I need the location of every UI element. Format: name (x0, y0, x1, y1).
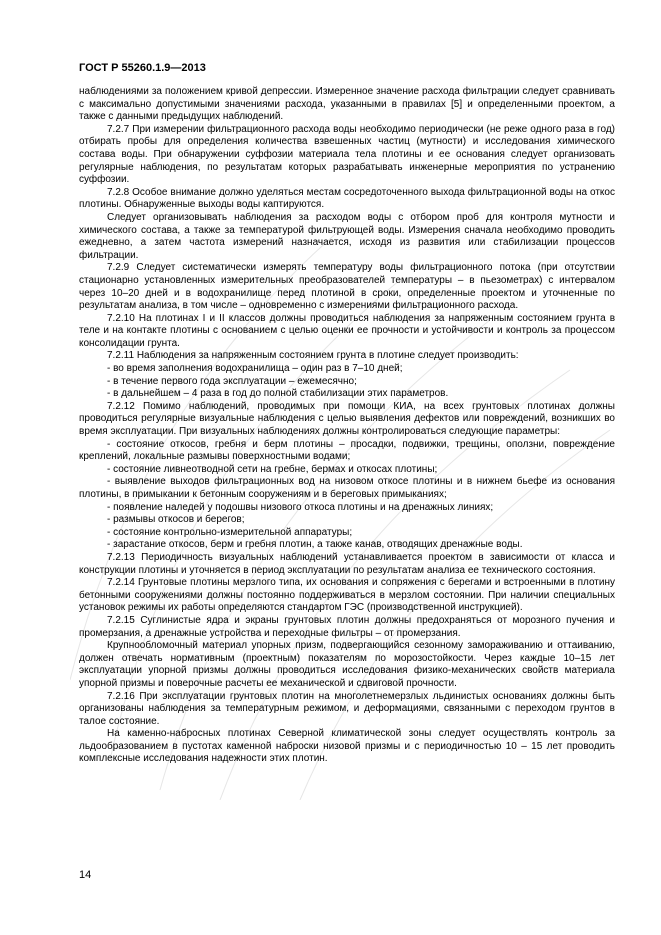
paragraph-7-2-7: 7.2.7 При измерении фильтрационного расхода воды необходимо периодически (не реже одного раза в год) отбирать пробы для определения количества взвешенных частиц (мутности) и исследования химического состава воды. При обнаружении суффозии материала тела плотины и ее основания следует организовать регулярные наблюдения, по результатам которых разрабатывать инженерные мероприятия по устранению суффозии. (79, 123, 615, 186)
paragraph-7-2-9: 7.2.9 Следует систематически измерять температуру воды фильтрационного потока (при отсутствии стационарно установленных измерительных преобразователей температуры – в пьезометрах) с интервалом через 10–20 дней и в водохранилище перед плотиной в сроки, определенные проектом и уточненные по результатам анализа, в том числе – одновременно с измерениями фильтрационного расхода. (79, 262, 615, 312)
paragraph-7-2-13: 7.2.13 Периодичность визуальных наблюдений устанавливается проектом в зависимости от класса и конструкции плотины и уточняется в период эксплуатации по результатам анализа ее технического состояния. (79, 551, 615, 576)
paragraph-7-2-11: 7.2.11 Наблюдения за напряженным состоянием грунта в плотине следует производить: (107, 350, 519, 362)
document-body (79, 86, 615, 766)
list-item: - во время заполнения водохранилища – один раз в 7–10 дней; (107, 363, 403, 375)
paragraph-7-2-10: 7.2.10 На плотинах I и II классов должны проводиться наблюдения за напряженным состоянием грунта в теле и на контакте плотины с основанием с целью оценки ее прочности и устойчивости и контроль за процессом консолидации грунта. (79, 312, 615, 349)
paragraph-7-2-14: 7.2.14 Грунтовые плотины мерзлого типа, их основания и сопряжения с берегами и встроенными в плотину бетонными сооружениями должны постоянно поддерживаться в мерзлом состоянии. При наличии специальных установок режимы их работы определяются стандартом ГЭС (производственной инструкцией). (79, 577, 615, 614)
list-item: - в течение первого года эксплуатации – ежемесячно; (107, 375, 357, 387)
list-item: - состояние контрольно-измерительной аппаратуры; (107, 526, 353, 538)
document-header: ГОСТ Р 55260.1.9—2013 (79, 62, 206, 74)
paragraph-7-2-16: 7.2.16 При эксплуатации грунтовых плотин на многолетнемерзлых льдинистых основаниях должны быть организованы наблюдения за температурным режимом, и деформациями, связанными с переходом грунтов в талое состояние. (79, 690, 615, 727)
list-item: - состояние откосов, гребня и берм плотины – просадки, подвижки, трещины, оползни, повреждение креплений, локальные размывы поверхностными водами; (79, 438, 615, 463)
paragraph-frost-resistance: Крупнообломочный материал упорных призм, подвергающийся сезонному замораживанию и оттаиванию, должен отвечать нормативным (проектным) показателям по морозостойкости. Через каждые 10–15 лет эксплуатации упорной призмы должны проводиться исследования физико-механических свойств материала упорной призмы и поверочные расчеты ее механической и сдвиговой прочности. (79, 640, 615, 689)
paragraph-rockfill-dams: На каменно-набросных плотинах Северной климатической зоны следует осуществлять контроль за льдообразованием в пустотах каменной наброски низовой призмы и с периодичностью 10 – 15 лет проводить комплексные исследования надежности этих плотин. (79, 728, 615, 765)
list-item: - размывы откосов и берегов; (107, 514, 245, 526)
page-number: 14 (79, 869, 92, 881)
paragraph-7-2-8: 7.2.8 Особое внимание должно уделяться местам сосредоточенного выхода фильтрационной воды на откос плотины. Обнаруженные выходы воды каптируются. (79, 186, 615, 211)
list-item: - зарастание откосов, берм и гребня плотин, а также канав, отводящих дренажные воды. (107, 539, 523, 551)
list-item: - в дальнейшем – 4 раза в год до полной стабилизации этих параметров. (107, 388, 449, 400)
paragraph-7-2-15: 7.2.15 Суглинистые ядра и экраны грунтовых плотин должны предохраняться от морозного пучения и промерзания, а дренажные устройства и переходные фильтры – от промерзания. (79, 614, 615, 639)
paragraph-continuation: наблюдениями за положением кривой депрессии. Измеренное значение расхода фильтрации следует сравнивать с максимально допустимыми значениями расхода, указанными в правилах [5] и определенными проектом, а также с данными предыдущих наблюдений. (79, 86, 615, 123)
list-item: - выявление выходов фильтрационных вод на низовом откосе плотины и в нижнем бьефе из основания плотины, в примыкании к бетонным сооружениям и в береговых примыканиях; (79, 476, 615, 500)
paragraph-water-sampling: Следует организовывать наблюдения за расходом воды с отбором проб для контроля мутности и химического состава, а также за температурой фильтрующей воды. Измерения сначала необходимо проводить ежедневно, а затем частота измерений назначается, исходя из развития или стабилизации процессов фильтрации. (79, 211, 615, 261)
list-item: - состояние ливнеотводной сети на гребне, бермах и откосах плотины; (107, 463, 438, 475)
list-item: - появление наледей у подошвы низового откоса плотины и на дренажных линиях; (107, 501, 494, 513)
paragraph-7-2-12: 7.2.12 Помимо наблюдений, проводимых при помощи КИА, на всех грунтовых плотинах должны проводиться регулярные визуальные наблюдения с целью выявления дефектов или повреждений, возникших во время эксплуатации. При визуальных наблюдениях должны контролироваться следующие параметры: (79, 400, 615, 438)
